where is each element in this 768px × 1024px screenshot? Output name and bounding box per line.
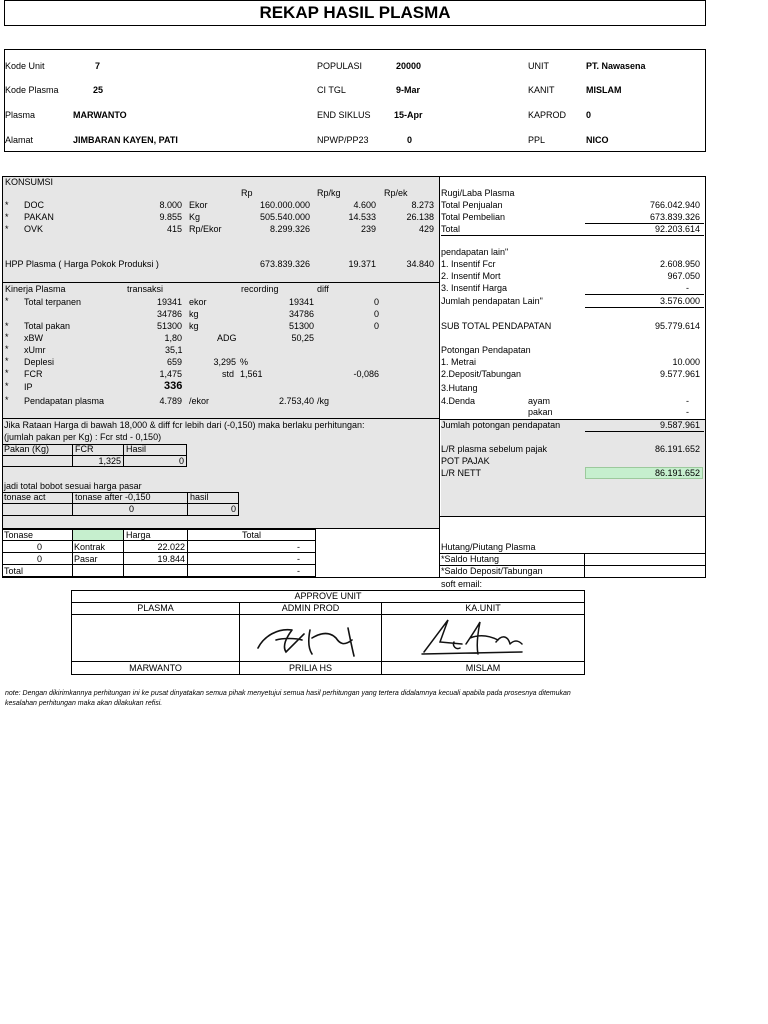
konsumsi-col-rpkg: Rp/kg [317,188,341,198]
konsumsi-col-rp: Rp [241,188,253,198]
tonase-total-value: - [297,566,300,576]
approve-name-admin: PRILIA HS [288,663,333,673]
populasi-value: 20000 [396,61,422,71]
hpp-label: HPP Plasma ( Harga Pokok Produksi ) [5,259,159,269]
total-pakan-label: Total pakan [24,321,71,331]
main-divider [439,176,440,578]
rule-line-3: jadi total bobot sesuai harga pasar [4,481,142,491]
terpanen-rec-ekor: 19341 [288,297,314,307]
konsumsi-bottom-line [2,282,439,283]
item-rpkg: 4.600 [353,200,376,210]
total-pakan-unit: kg [189,321,199,331]
hutang-piutang-label: Hutang/Piutang Plasma [441,542,536,552]
item-rpek: 8.273 [411,200,434,210]
lr-nett-label: L/R NETT [441,468,482,478]
rule-table2-hasil: 0 [230,504,236,514]
approve-name-kaunit: MISLAM [465,663,501,673]
insentif-fcr-label: 1. Insentif Fcr [441,259,496,269]
denda-pakan-value: - [686,407,689,417]
adg-label: ADG [217,333,237,343]
terpanen-kg-unit: kg [189,309,199,319]
bullet-icon: * [5,321,9,331]
harga-kontrak: 22.022 [157,542,185,552]
saldo-deposit-label: *Saldo Deposit/Tabungan [441,566,543,576]
bullet: * [5,212,9,222]
denda-label: 4.Denda [441,396,476,406]
tonase-header: Tonase [4,530,34,540]
terpanen-kg: 34786 [156,309,182,319]
deposit-value: 9.577.961 [659,369,700,379]
hutang-label: 3.Hutang [441,383,478,393]
unit-value: PT. Nawasena [586,61,646,71]
rule-table2-header-act: tonase act [4,492,46,502]
pot-pajak-label: POT PAJAK [441,456,490,466]
rule-line-2: (jumlah pakan per Kg) : Fcr std - 0,150) [4,432,162,442]
item-rp: 505.540.000 [259,212,310,222]
kinerja-col-diff: diff [317,284,329,294]
xumr-label: xUmr [24,345,46,355]
xbw-value: 1,80 [164,333,182,343]
deplesi-label: Deplesi [24,357,55,367]
item-rpkg: 239 [360,224,376,234]
terpanen-rec-kg: 34786 [288,309,314,319]
insentif-mort-value: 967.050 [667,271,700,281]
total-pakan-value: 51300 [156,321,182,331]
ppl-label: PPL [528,135,546,145]
total-pasar: - [297,554,300,564]
kaprod-label: KAPROD [528,110,567,120]
kode-unit-label: Kode Unit [5,61,45,71]
rule-table1-hasil: 0 [178,456,184,466]
kontrak-label: Kontrak [74,542,106,552]
lr-nett-value: 86.191.652 [654,468,700,478]
insentif-underline [585,294,704,295]
pendapatan-kg: 2.753,40 [278,396,314,406]
bullet-icon: * [5,381,9,391]
rule-table1-r1 [2,455,73,467]
lr-sebelum-label: L/R plasma sebelum pajak [441,444,548,454]
kinerja-bottom-line [2,418,439,419]
insentif-harga-label: 3. Insentif Harga [441,283,508,293]
jumlah-potongan-label: Jumlah potongan pendapatan [441,420,561,430]
terpanen-ekor: 19341 [156,297,182,307]
lr-sebelum-value: 86.191.652 [654,444,700,454]
jumlah-lain-underline [585,307,704,308]
jumlah-lain-value: 3.576.000 [659,296,700,306]
rule-table2-header-after: tonase after -0,150 [75,492,151,502]
tonase-cell [72,564,124,577]
item-unit: Kg [189,212,201,222]
ip-value: 336 [164,380,183,392]
kanit-label: KANIT [528,85,555,95]
xbw-label: xBW [24,333,43,343]
metrai-label: 1. Metrai [441,357,477,367]
insentif-mort-label: 2. Insentif Mort [441,271,501,281]
plasma-value: MARWANTO [73,110,127,120]
saldo-hutang-label: *Saldo Hutang [441,554,500,564]
konsumsi-title: KONSUMSI [5,177,54,187]
insentif-harga-value: - [686,283,689,293]
bullet-icon: * [5,332,9,342]
approve-col-plasma: PLASMA [137,603,174,613]
tonase-total-label: Total [4,566,24,576]
total-underline [441,235,704,236]
pendapatan-lain-title: pendapatan lain" [441,247,509,257]
subtotal-value: 95.779.614 [654,321,700,331]
alamat-value: JIMBARAN KAYEN, PATI [73,135,178,145]
unit-label: UNIT [528,61,549,71]
terpanen-diff-kg: 0 [373,309,379,319]
saldo-bottom-line [439,577,706,578]
penjualan-value: 766.042.940 [649,200,700,210]
item-rpkg: 14.533 [348,212,376,222]
rule-table2-after: 0 [128,504,134,514]
approve-col-kaunit: KA.UNIT [465,603,501,613]
deplesi-pct: 3,295 [213,357,236,367]
item-name: DOC [24,200,44,210]
item-rp: 160.000.000 [259,200,310,210]
hpp-rp: 673.839.326 [259,259,310,269]
signature-kaunit [418,614,528,660]
alamat-label: Alamat [5,135,34,145]
subtotal-label: SUB TOTAL PENDAPATAN [441,321,552,331]
bullet-icon: * [5,344,9,354]
note-line-1: note: Dengan dikirimkannya perhitungan ini ke pusat dinyatakan semua pihak menyetujui semua hasil perhitungan yang tertera didalamnya kecuali apabila pada prosesnya ditemukan [5,690,571,697]
npwp-value: 0 [407,135,413,145]
bullet-icon: * [5,296,9,306]
deplesi-pct-sign: % [240,357,249,367]
approve-title: APPROVE UNIT [294,591,362,601]
denda-ayam-label: ayam [528,396,551,406]
item-unit: Ekor [189,200,208,210]
penjualan-label: Total Penjualan [441,200,503,210]
jumlah-potongan-underline [585,431,704,432]
pendapatan-ekor: 4.789 [159,396,182,406]
adg-value: 50,25 [291,333,314,343]
kode-plasma-label: Kode Plasma [5,85,59,95]
end-siklus-value: 15-Apr [394,110,423,120]
kaprod-value: 0 [586,110,592,120]
rule-table1-header-pakan: Pakan (Kg) [4,444,50,454]
denda-pakan-label: pakan [528,407,553,417]
tonase-pasar: 0 [36,554,42,564]
item-rpek: 26.138 [406,212,434,222]
terpanen-ekor-unit: ekor [189,297,207,307]
soft-email-label: soft email: [441,579,483,589]
kinerja-title: Kinerja Plasma [5,284,66,294]
kinerja-col-recording: recording [241,284,279,294]
pendapatan-label: Pendapatan plasma [24,396,105,406]
xumr-value: 35,1 [165,345,183,355]
std-label: std [222,369,235,379]
tonase-cell [123,564,188,577]
end-siklus-label: END SIKLUS [317,110,371,120]
kanit-value: MISLAM [586,85,622,95]
konsumsi-col-rpek: Rp/ek [384,188,408,198]
bullet-icon: * [5,395,9,405]
rule-line-1: Jika Rataan Harga di bawah 18,000 & diff fcr lebih dari (-0,150) maka berlaku perhitungan: [4,420,365,430]
total-pakan-rec: 51300 [288,321,314,331]
harga-pasar: 19.844 [157,554,185,564]
rule-table2-header-hasil: hasil [190,492,209,502]
denda-ayam-value: - [686,396,689,406]
fcr-value: 1,475 [159,369,182,379]
item-rpek: 429 [418,224,434,234]
item-unit: Rp/Ekor [189,224,222,234]
per-ekor-label: /ekor [189,396,210,406]
fcr-diff: -0,086 [353,369,379,379]
ip-label: IP [24,382,33,392]
total-label: Total [441,224,461,234]
pembelian-value: 673.839.326 [649,212,700,222]
deplesi-value: 659 [166,357,182,367]
terpanen-diff-ekor: 0 [373,297,379,307]
rule-table1-header-fcr: FCR [75,444,94,454]
page-title: REKAP HASIL PLASMA [259,3,451,22]
ppl-value: NICO [586,135,609,145]
total-header: Total [241,530,261,540]
per-kg-label: /kg [317,396,330,406]
pembelian-label: Total Pembelian [441,212,506,222]
bullet-icon: * [5,368,9,378]
ci-tgl-label: CI TGL [317,85,346,95]
item-rp: 8.299.326 [269,224,310,234]
jumlah-potongan-value: 9.587.961 [659,420,700,430]
signature-admin [252,618,370,658]
kode-unit-value: 7 [95,61,101,71]
total-terpanen-label: Total terpanen [24,297,82,307]
rule-table1-fcr: 1,325 [98,456,121,466]
item-qty: 9.855 [159,212,182,222]
total-pakan-diff: 0 [373,321,379,331]
harga-header: Harga [126,530,151,540]
tonase-kontrak: 0 [36,542,42,552]
bullet: * [5,224,9,234]
rugilaba-title: Rugi/Laba Plasma [441,188,515,198]
populasi-label: POPULASI [317,61,363,71]
fcr-label: FCR [24,369,43,379]
plasma-label: Plasma [5,110,36,120]
item-name: PAKAN [24,212,54,222]
approve-name-plasma: MARWANTO [129,663,182,673]
insentif-fcr-value: 2.608.950 [659,259,700,269]
total-value: 92.203.614 [654,224,700,234]
signature-box-plasma [71,614,240,662]
right-lower-line [439,516,706,517]
hpp-rpkg: 19.371 [348,259,376,269]
left-bottom-line [2,577,439,578]
item-qty: 415 [166,224,182,234]
kode-plasma-value: 25 [93,85,104,95]
rule-table1-header-hasil: Hasil [126,444,147,454]
npwp-label: NPWP/PP23 [317,135,369,145]
rule-table2-r1 [2,503,73,516]
ci-tgl-value: 9-Mar [396,85,421,95]
pasar-label: Pasar [74,554,98,564]
jumlah-lain-label: Jumlah pendapatan Lain" [441,296,543,306]
item-name: OVK [24,224,44,234]
approve-col-admin: ADMIN PROD [281,603,340,613]
total-kontrak: - [297,542,300,552]
bullet-icon: * [5,356,9,366]
bullet: * [5,200,9,210]
item-qty: 8.000 [159,200,182,210]
potongan-title: Potongan Pendapatan [441,345,531,355]
hpp-rpek: 34.840 [406,259,434,269]
std-value: 1,561 [240,369,263,379]
deposit-label: 2.Deposit/Tabungan [441,369,522,379]
kinerja-col-transaksi: transaksi [127,284,164,294]
metrai-value: 10.000 [672,357,700,367]
note-line-2: kesalahan perhitungan maka akan dilakukan refisi. [5,700,163,707]
